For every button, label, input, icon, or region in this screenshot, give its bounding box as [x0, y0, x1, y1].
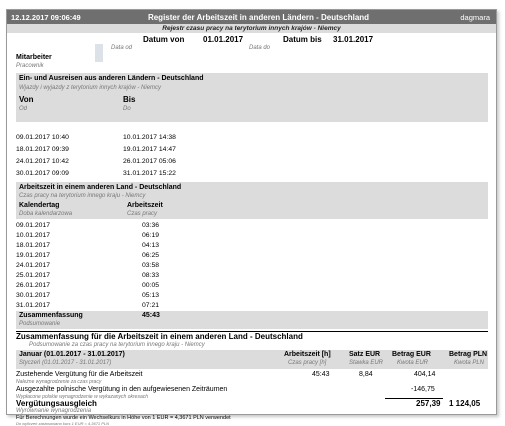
travel-col-from: Von [19, 95, 34, 104]
total-label: Vergütungsausgleich [16, 399, 97, 408]
travel-to: 26.01.2017 05:06 [123, 158, 176, 165]
worktime-sum-label: Zusammenfassung [19, 312, 83, 319]
summary-period-sub: Styczeń (01.01.2017 - 31.01.2017) [19, 360, 112, 366]
travel-from: 18.01.2017 09:39 [16, 146, 69, 153]
exchange-rate-note-sub: Do wyliczeń zastosowano kurs 1 EUR = 4,3671 PLN [16, 421, 110, 426]
table-row [16, 232, 488, 240]
work-time: 06:19 [142, 232, 160, 239]
document-sheet [6, 9, 497, 426]
worktime-sum-value: 45:43 [142, 312, 160, 319]
work-day: 25.01.2017 [16, 272, 51, 279]
work-day: 26.01.2017 [16, 282, 51, 289]
summary-period: Januar (01.01.2017 - 31.01.2017) [19, 351, 125, 358]
redacted-employee-name [95, 44, 103, 62]
work-time: 06:25 [142, 252, 160, 259]
table-row [16, 282, 488, 290]
col-rate: Satz EUR [349, 351, 381, 358]
worktime-section-header [16, 182, 488, 219]
line1-hours: 45:43 [312, 371, 330, 378]
worktime-sum-sublabel: Podsumowanie [19, 321, 61, 327]
report-subtitle: Rejestr czasu pracy na terytorium innych krajów - Niemcy [7, 24, 496, 33]
line2-sublabel: Wypłacone polskie wynagrodzenie w wykazanych okresach [16, 394, 149, 400]
summary-subtitle: Podsumowanie za czas pracy na terytorium innego kraju - Niemcy [29, 342, 205, 348]
col-rate-sub: Stawka EUR [349, 360, 384, 366]
work-time: 08:33 [142, 272, 160, 279]
table-row [16, 222, 488, 230]
worktime-col-day: Kalendertag [19, 202, 60, 209]
travel-from: 30.01.2017 09:09 [16, 170, 69, 177]
work-day: 10.01.2017 [16, 232, 51, 239]
work-time: 05:13 [142, 292, 160, 299]
work-day: 18.01.2017 [16, 242, 51, 249]
travel-from: 09.01.2017 10:40 [16, 134, 69, 141]
table-row [16, 170, 488, 178]
table-row [16, 158, 488, 166]
exchange-rate-note: Für Berechnungen wurde ein Wechselkurs in Höhe von 1 EUR = 4,3671 PLN verwendet [16, 415, 231, 421]
travel-section-header [16, 73, 488, 122]
date-from-value: 01.01.2017 [203, 35, 244, 44]
date-to-sublabel: Data do [249, 45, 271, 51]
work-time: 00:05 [142, 282, 160, 289]
work-time: 07:21 [142, 302, 160, 309]
total-eur: 257,39 [416, 399, 441, 408]
line2-label: Ausgezahlte polnische Vergütung in den aufgewiesenen Zeiträumen [16, 386, 228, 393]
worktime-sum-row [16, 311, 488, 329]
line1-sublabel: Należne wynagrodzenie za czas pracy [16, 379, 102, 385]
work-day: 30.01.2017 [16, 292, 51, 299]
user-name: dagmara [460, 12, 490, 22]
work-day: 31.01.2017 [16, 302, 51, 309]
worktime-col-day-sub: Doba kalendarzowa [19, 211, 73, 217]
report-title: Register der Arbeitszeit in anderen Ländern - Deutschland [147, 12, 370, 22]
col-eur-sub: Kwota EUR [397, 360, 429, 366]
col-pln-sub: Kwota PLN [454, 360, 485, 366]
col-eur: Betrag EUR [392, 351, 431, 358]
travel-subtitle: Wjazdy i wyjazdy z terytorium innych krajów - Niemcy [19, 85, 162, 91]
worktime-col-time: Arbeitszeit [127, 202, 163, 209]
date-from-sublabel: Data od [111, 45, 133, 51]
travel-to: 19.01.2017 14:47 [123, 146, 176, 153]
summary-title: Zusammenfassung für die Arbeitszeit in einem anderen Land - Deutschland [16, 332, 303, 341]
work-day: 24.01.2017 [16, 262, 51, 269]
travel-col-from-sub: Od [19, 106, 28, 112]
work-time: 04:13 [142, 242, 160, 249]
work-day: 09.01.2017 [16, 222, 51, 229]
col-pln: Betrag PLN [449, 351, 488, 358]
worktime-title: Arbeitszeit in einem anderen Land - Deutschland [19, 184, 182, 191]
travel-from: 24.01.2017 10:42 [16, 158, 69, 165]
print-datetime: 12.12.2017 09:06:49 [11, 12, 81, 22]
table-row [16, 242, 488, 250]
travel-col-to-sub: Do [123, 106, 131, 112]
worktime-subtitle: Czas pracy na terytorium innego kraju - Niemcy [19, 193, 146, 199]
total-sublabel: Wyrównanie wynagrodzenia [16, 408, 92, 414]
date-to-value: 31.01.2017 [333, 35, 374, 44]
travel-to: 10.01.2017 14:38 [123, 134, 176, 141]
work-day: 19.01.2017 [16, 252, 51, 259]
travel-col-to: Bis [123, 95, 136, 104]
employee-label: Mitarbeiter [16, 54, 52, 61]
line1-rate: 8,84 [359, 371, 373, 378]
table-row [16, 262, 488, 270]
worktime-col-time-sub: Czas pracy [127, 211, 158, 217]
line2-eur: -146,75 [411, 386, 435, 393]
table-row [16, 134, 488, 142]
report-header [7, 10, 496, 24]
line1-eur: 404,14 [414, 371, 436, 378]
employee-sublabel: Pracownik [16, 63, 44, 69]
table-row [16, 302, 488, 310]
travel-title: Ein- und Ausreisen aus anderen Ländern - Deutschland [19, 75, 204, 82]
col-hours-sub: Czas pracy [h] [288, 360, 327, 366]
work-time: 03:58 [142, 262, 160, 269]
date-from-label: Datum von [143, 35, 185, 44]
summary-column-header [16, 350, 488, 369]
total-pln: 1 124,05 [449, 399, 481, 408]
work-time: 03:36 [142, 222, 160, 229]
table-row [16, 272, 488, 280]
travel-to: 31.01.2017 15:22 [123, 170, 176, 177]
table-row [16, 146, 488, 154]
line1-label: Zustehende Vergütung für die Arbeitszeit [16, 371, 143, 378]
date-to-label: Datum bis [283, 35, 322, 44]
col-hours: Arbeitszeit [h] [284, 351, 331, 358]
table-row [16, 252, 488, 260]
table-row [16, 292, 488, 300]
